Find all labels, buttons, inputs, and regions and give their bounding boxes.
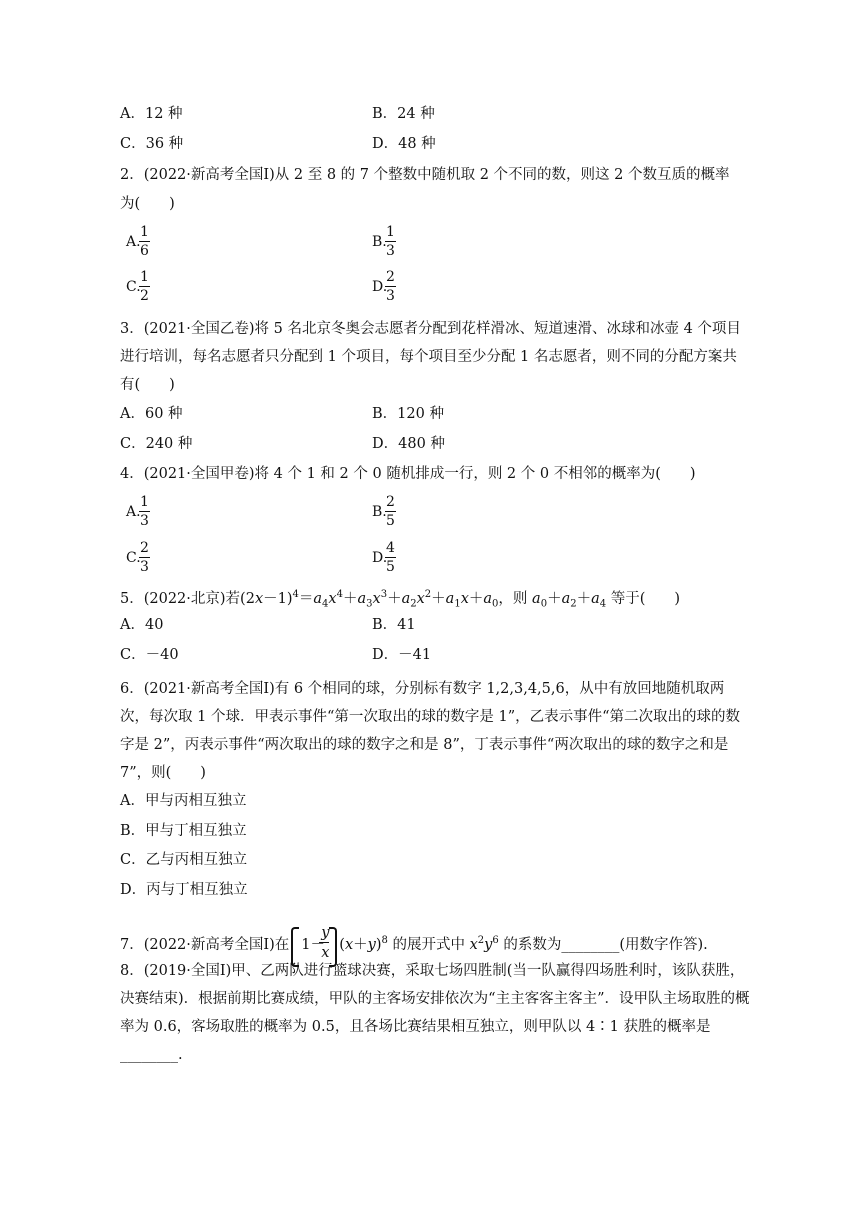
q2-stem-line1: 2．(2022·新高考全国Ⅰ)从 2 至 8 的 7 个整数中随机取 2 个不同的数，则这 2 个数互质的概率 <box>120 167 730 183</box>
q2-stem-line2: 为( ) <box>120 196 175 212</box>
q8-stem: 8．(2019·全国Ⅰ)甲、乙两队进行篮球决赛，采取七场四胜制(当一队赢得四场胜利时，该队获胜，决赛结束)．根据前期比赛成绩，甲队的主客场安排依次为“主主客客主客主”．设甲队主场取胜的概率为 0.6，客场取胜的概率为 0.5，且各场比赛结果相互独立，则甲队以 4∶1 获胜的概率是________. <box>120 963 750 1063</box>
q7-prefix: 7．(2022·新高考全国Ⅰ)在 <box>120 937 290 953</box>
q5-option-c[interactable]: C．－40 <box>120 647 179 663</box>
q1-option-a[interactable]: A．12 种 <box>120 106 183 122</box>
q3-stem: 3．(2021·全国乙卷)将 5 名北京冬奥会志愿者分配到花样滑冰、短道速滑、冰球和冰壶 4 个项目进行培训，每名志愿者只分配到 1 个项目，每个项目至少分配 1 名志愿者，则不同的分配方案共有( ) <box>120 321 741 393</box>
exam-page: A．12 种 B．24 种 C．36 种 D．48 种 2．(2022·新高考全国Ⅰ)从 2 至 8 的 7 个整数中随机取 2 个不同的数，则这 2 个数互质的概率 为( ) A. 1 6 B. 1 3 C. 1 2 D. 2 3 3．(2021·全国乙卷)将 5 名北京冬奥会志愿者分配到花样滑冰、短道速滑、冰球和冰壶 4 个项目进行培训，每名志愿者只分配到 1 个项目，每个项目至少分配 1 名志愿者，则不同的分配方案共有( ) A．60 种 B．120 种 C．240 种 D．480 种 4．(2021·全国甲卷)将 4 个 1 和 2 个 0 随机排成一行，则 2 个 0 不相邻的概率为( ) A. 1 3 B. 2 5 C. 2 3 D. 4 5 5．(2022·北京)若$(2x-1)^4=a_4x^4+a_3x^3+a_2x^2+a_1x+a_0$，则 $a_0+a_2+a_4$ 等于( ) A．40 B．41 C．－40 D．－41 6．(2021·新高考全国Ⅰ)有 6 个相同的球，分别标有数字 1,2,3,4,5,6，从中有放回地随机取两次，每次取 1 个球．甲表示事件“第一次取出的球的数字是 1”，乙表示事件“第二次取出的球的数字是 2”，丙表示事件“两次取出的球的数字之和是 8”，丁表示事件“两次取出的球的数字之和是 7”，则( ) A．甲与丙相互独立 B．甲与丁相互独立 C．乙与丙相互独立 D．丙与丁相互独立 7．(2022·新高考全国Ⅰ)在 1－ y x $(x+y)^8$ 的展开式中 $x^2y^6$ 的系数为________(用数字作答). 8．(2019·全国Ⅰ)甲、乙两队进行篮球决赛，采取七场四胜制(当一队赢得四场胜利时，该队获胜，决赛结束)．根据前期比赛成绩，甲队的主客场安排依次为“主主客客主客主”．设甲队主场取胜的概率为 0.6，客场取胜的概率为 0.5，且各场比赛结果相互独立，则甲队以 4∶1 获胜的概率是________. <box>0 0 860 1216</box>
q3-option-a[interactable]: A．60 种 <box>120 406 183 422</box>
q3-option-b[interactable]: B．120 种 <box>372 406 444 422</box>
q5-prefix: 5．(2022·北京)若(2 <box>120 590 255 607</box>
q5-option-b[interactable]: B．41 <box>372 617 416 633</box>
q3-option-c[interactable]: C．240 种 <box>120 436 193 452</box>
q5-stem: 5．(2022·北京)若$(2x-1)^4=a_4x^4+a_3x^3+a_2x^2+a_1x+a_0$，则 $a_0+a_2+a_4$ 等于( ) <box>120 589 681 610</box>
q6-option-d[interactable]: D．丙与丁相互独立 <box>120 882 248 898</box>
q5-option-a[interactable]: A．40 <box>120 617 164 633</box>
q6-stem: 6．(2021·新高考全国Ⅰ)有 6 个相同的球，分别标有数字 1,2,3,4,5,6，从中有放回地随机取两次，每次取 1 个球．甲表示事件“第一次取出的球的数字是 1”，乙表示事件“第二次取出的球的数字是 2”，丙表示事件“两次取出的球的数字之和是 8”，丁表示事件“两次取出的球的数字之和是 7”，则( ) <box>120 681 741 781</box>
q7-paren-expression: 1－ y x <box>291 925 337 965</box>
q4-stem: 4．(2021·全国甲卷)将 4 个 1 和 2 个 0 随机排成一行，则 2 个 0 不相邻的概率为( ) <box>120 466 696 482</box>
q6-option-b[interactable]: B．甲与丁相互独立 <box>120 823 247 839</box>
q6-option-a[interactable]: A．甲与丙相互独立 <box>120 793 247 809</box>
q3-option-d[interactable]: D．480 种 <box>372 436 445 452</box>
q7-stem: 7．(2022·新高考全国Ⅰ)在 1－ y x $(x+y)^8$ 的展开式中 $x^2y^6$ 的系数为________(用数字作答). <box>120 925 708 965</box>
q1-option-d[interactable]: D．48 种 <box>372 136 436 152</box>
q1-option-c[interactable]: C．36 种 <box>120 136 184 152</box>
q5-option-d[interactable]: D．－41 <box>372 647 432 663</box>
q7-suffix: 的系数为________(用数字作答). <box>503 937 708 953</box>
q6-option-c[interactable]: C．乙与丙相互独立 <box>120 852 248 868</box>
q1-option-b[interactable]: B．24 种 <box>372 106 435 122</box>
